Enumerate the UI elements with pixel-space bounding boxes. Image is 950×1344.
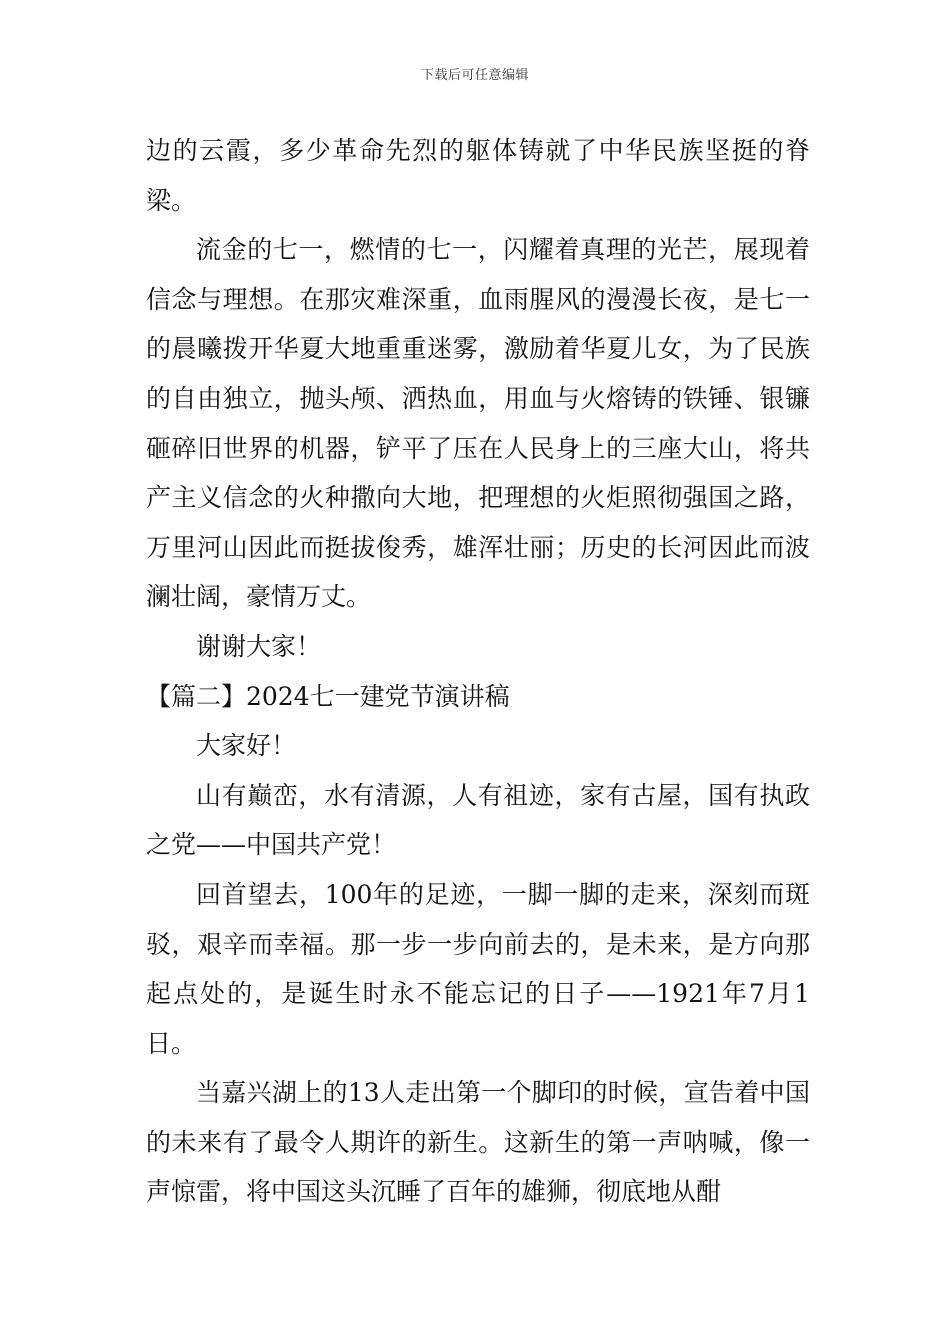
page-header: 下载后可任意编辑 [420,68,529,83]
paragraph-1: 边的云霞，多少革命先烈的躯体铸就了中华民族坚挺的脊梁。 [146,136,810,215]
paragraph-4: 回首望去，100年的足迹，一脚一脚的走来，深刻而斑驳，艰辛而幸福。那一步一步向前去的，是未来，是方向那起点处的，是诞生时永不能忘记的日子——1921年7月1日。 [146,879,810,1058]
paragraph-5: 当嘉兴湖上的13人走出第一个脚印的时候，宣告着中国的未来有了最令人期许的新生。这新生的第一声呐喊，像一声惊雷，将中国这头沉睡了百年的雄狮，彻底地从酣 [146,1078,810,1207]
paragraph-3: 山有巅峦，水有清源，人有祖迹，家有古屋，国有执政之党——中国共产党！ [146,780,810,860]
paragraph-greeting: 大家好！ [196,731,297,761]
paragraph-thanks: 谢谢大家！ [196,631,322,661]
document-body [146,126,810,1217]
section-heading: 【篇二】2024七一建党节演讲稿 [146,681,510,711]
paragraph-2: 流金的七一，燃情的七一，闪耀着真理的光芒，展现着信念与理想。在那灾难深重，血雨腥风的漫漫长夜，是七一的晨曦拨开华夏大地重重迷雾，激励着华夏儿女，为了民族的自由独立，抛头颅、洒热血，用血与火熔铸的铁锤、银镰砸碎旧世界的机器，铲平了压在人民身上的三座大山，将共产主义信念的火种撒向大地，把理想的火炬照彻强国之路，万里河山因此而挺拔俊秀，雄浑壮丽；历史的长河因此而波澜壮阔，豪情万丈。 [146,235,810,612]
